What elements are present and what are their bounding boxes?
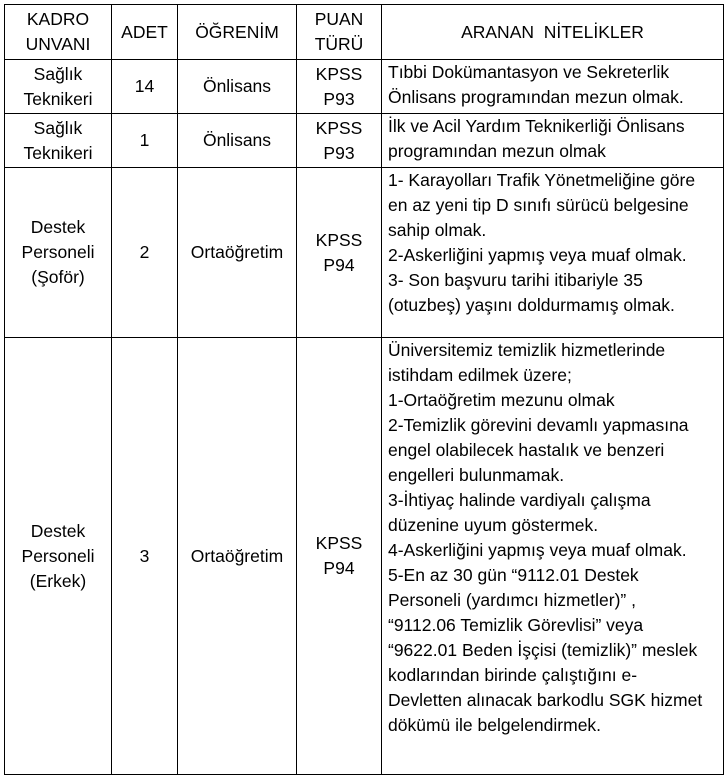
table-row bbox=[5, 168, 724, 338]
nitelik-line: 5-En az 30 gün “9112.01 Destek bbox=[388, 565, 639, 585]
kadro-unvani-line: Teknikeri bbox=[23, 88, 93, 109]
header-aranan-nitelikler: ARANAN NİTELİKLER bbox=[382, 5, 724, 60]
table-row bbox=[5, 60, 724, 114]
header-kadro-line: KADRO bbox=[26, 9, 90, 29]
nitelik-line: İlk ve Acil Yardım Teknikerliği Önlisans bbox=[388, 116, 685, 136]
cell-ogrenim: Ortaöğretim bbox=[178, 338, 297, 775]
nitelik-line: programından mezun olmak bbox=[388, 141, 606, 161]
cell-puan-turu bbox=[297, 168, 382, 338]
cell-kadro-unvani bbox=[5, 338, 112, 775]
nitelik-line: 2-Temizlik görevini devamlı yapmasına bbox=[388, 415, 689, 435]
puan-turu-line: KPSS bbox=[315, 533, 363, 553]
cell-adet: 2 bbox=[112, 168, 178, 338]
nitelik-line: “9112.06 Temizlik Görevlisi” veya bbox=[388, 615, 644, 635]
header-puan-turu bbox=[297, 5, 382, 60]
nitelik-line: (otuzbeş) yaşını doldurmamış olmak. bbox=[388, 295, 675, 315]
cell-ogrenim: Önlisans bbox=[178, 114, 297, 168]
nitelik-line: 1- Karayolları Trafik Yönetmeliğine göre bbox=[388, 170, 696, 190]
cell-kadro-unvani bbox=[5, 114, 112, 168]
cell-aranan-nitelikler bbox=[382, 114, 724, 168]
header-row bbox=[5, 5, 724, 60]
nitelik-line: 1-Ortaöğretim mezunu olmak bbox=[388, 390, 615, 410]
puan-turu-line: KPSS bbox=[315, 229, 363, 250]
header-kadro-line: UNVANI bbox=[25, 34, 91, 54]
puan-turu-line: P94 bbox=[323, 254, 355, 275]
cell-aranan-nitelikler bbox=[382, 168, 724, 338]
nitelik-line: sahip olmak. bbox=[388, 220, 487, 240]
nitelik-line: Tıbbi Dokümantasyon ve Sekreterlik bbox=[388, 62, 670, 82]
nitelik-line: engel olabilecek hastalık ve benzeri bbox=[388, 440, 665, 460]
nitelik-line: kodlarından birinde çalıştığını e- bbox=[388, 665, 638, 685]
header-ogrenim: ÖĞRENİM bbox=[178, 5, 297, 60]
cell-ogrenim: Ortaöğretim bbox=[178, 168, 297, 338]
header-puan-line: PUAN bbox=[314, 9, 364, 29]
header-puan-line: TÜRÜ bbox=[314, 34, 364, 54]
nitelik-line: Önlisans programından mezun olmak. bbox=[388, 87, 684, 107]
nitelik-line: “9622.01 Beden İşçisi (temizlik)” meslek bbox=[388, 640, 698, 660]
puan-turu-line: KPSS bbox=[315, 63, 363, 84]
nitelik-line: istihdam edilmek üzere; bbox=[388, 365, 572, 385]
kadro-unvani-line: Sağlık bbox=[33, 63, 83, 84]
kadro-unvani-line: (Şoför) bbox=[31, 267, 85, 287]
header-kadro-unvani bbox=[5, 5, 112, 60]
nitelik-line: Devletten alınacak barkodlu SGK hizmet bbox=[388, 690, 703, 710]
kadro-unvani-line: Destek bbox=[30, 217, 86, 237]
kadro-unvani-line: Sağlık bbox=[33, 117, 83, 138]
cell-kadro-unvani bbox=[5, 60, 112, 114]
nitelik-line: Personeli (yardımcı hizmetler)” , bbox=[388, 590, 636, 610]
cell-kadro-unvani bbox=[5, 168, 112, 338]
kadro-unvani-line: Personeli bbox=[21, 242, 95, 262]
kadro-table bbox=[4, 4, 724, 775]
cell-adet: 3 bbox=[112, 338, 178, 775]
nitelik-line: engelleri bulunmamak. bbox=[388, 465, 565, 485]
nitelik-line: düzenine uyum göstermek. bbox=[388, 515, 599, 535]
header-adet: ADET bbox=[112, 5, 178, 60]
nitelik-line: 3-İhtiyaç halinde vardiyalı çalışma bbox=[388, 490, 651, 510]
cell-puan-turu bbox=[297, 338, 382, 775]
nitelik-line: 2-Askerliğini yapmış veya muaf olmak. bbox=[388, 245, 687, 265]
table-row bbox=[5, 338, 724, 775]
nitelik-line: en az yeni tip D sınıfı sürücü belgesine bbox=[388, 195, 689, 215]
table-body bbox=[5, 60, 724, 775]
puan-turu-line: P94 bbox=[323, 558, 355, 578]
kadro-unvani-line: Teknikeri bbox=[23, 142, 93, 163]
kadro-unvani-line: Personeli bbox=[21, 545, 95, 566]
kadro-unvani-line: (Erkek) bbox=[29, 570, 87, 591]
nitelik-line: 4-Askerliğini yapmış veya muaf olmak. bbox=[388, 540, 687, 560]
puan-turu-line: P93 bbox=[323, 142, 355, 163]
nitelik-line: dökümü ile belgelendirmek. bbox=[388, 715, 602, 735]
cell-puan-turu bbox=[297, 60, 382, 114]
puan-turu-line: P93 bbox=[323, 88, 355, 109]
kadro-unvani-line: Destek bbox=[30, 520, 86, 541]
cell-puan-turu bbox=[297, 114, 382, 168]
nitelik-line: 3- Son başvuru tarihi itibariyle 35 bbox=[388, 270, 643, 290]
cell-adet: 1 bbox=[112, 114, 178, 168]
nitelik-line: Üniversitemiz temizlik hizmetlerinde bbox=[388, 340, 666, 360]
cell-ogrenim: Önlisans bbox=[178, 60, 297, 114]
cell-aranan-nitelikler bbox=[382, 338, 724, 775]
table-row bbox=[5, 114, 724, 168]
puan-turu-line: KPSS bbox=[315, 117, 363, 138]
cell-adet: 14 bbox=[112, 60, 178, 114]
cell-aranan-nitelikler bbox=[382, 60, 724, 114]
